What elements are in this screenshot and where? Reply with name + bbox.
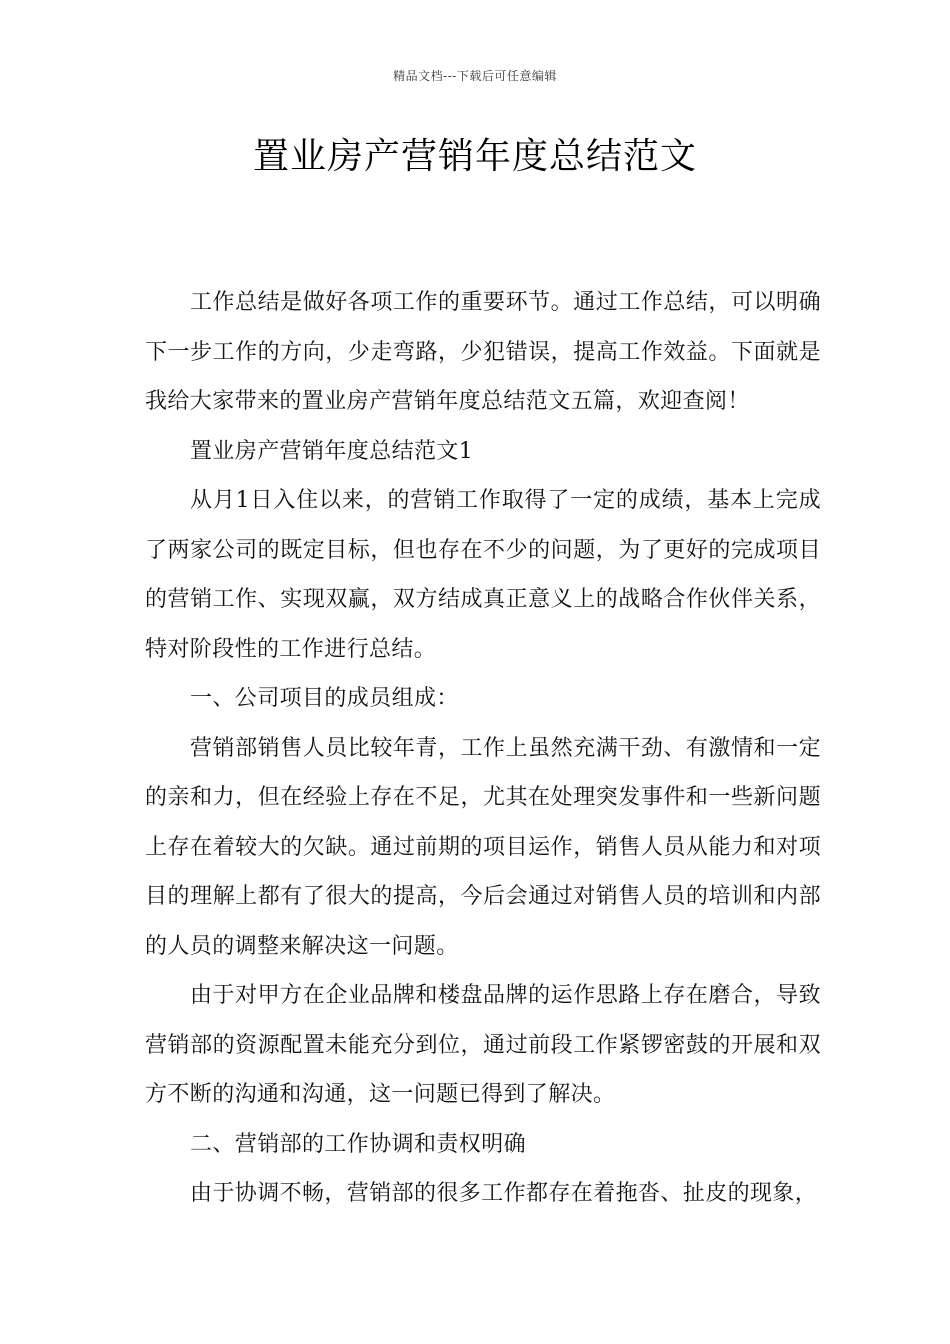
intro-paragraph: 工作总结是做好各项工作的重要环节。通过工作总结，可以明确下一步工作的方向，少走弯路，少犯错误，提高工作效益。下面就是我给大家带来的置业房产营销年度总结范文五篇，欢迎查阅！ — [145, 290, 821, 414]
document-title: 置业房产营销年度总结范文 — [252, 136, 697, 177]
section-heading-2: 二、营销部的工作协调和责权明确 — [190, 1131, 527, 1157]
body-paragraph: 从月1日入住以来，的营销工作取得了一定的成绩，基本上完成了两家公司的既定目标，但也存在不少的问题，为了更好的完成项目的营销工作、实现双赢，双方结成真正意义上的战略合作伙伴关系，特对阶段性的工作进行总结。 — [145, 488, 821, 662]
section-title-1: 置业房产营销年度总结范文1 — [190, 438, 474, 464]
section-heading-1: 一、公司项目的成员组成： — [190, 686, 459, 711]
body-paragraph: 营销部销售人员比较年青，工作上虽然充满干劲、有激情和一定的亲和力，但在经验上存在不足，尤其在处理突发事件和一些新问题上存在着较大的欠缺。通过前期的项目运作，销售人员从能力和对项目的理解上都有了很大的提高，今后会通过对销售人员的培训和内部的人员的调整来解决这一问题。 — [145, 735, 821, 959]
body-paragraph: 由于对甲方在企业品牌和楼盘品牌的运作思路上存在磨合，导致营销部的资源配置未能充分到位，通过前段工作紧锣密鼓的开展和双方不断的沟通和沟通，这一问题已得到了解决。 — [145, 983, 821, 1107]
header-note: 精品文档---下载后可任意编辑 — [393, 69, 557, 83]
document-body — [145, 278, 821, 1219]
body-paragraph: 由于协调不畅，营销部的很多工作都存在着拖沓、扯皮的现象， — [190, 1181, 818, 1206]
